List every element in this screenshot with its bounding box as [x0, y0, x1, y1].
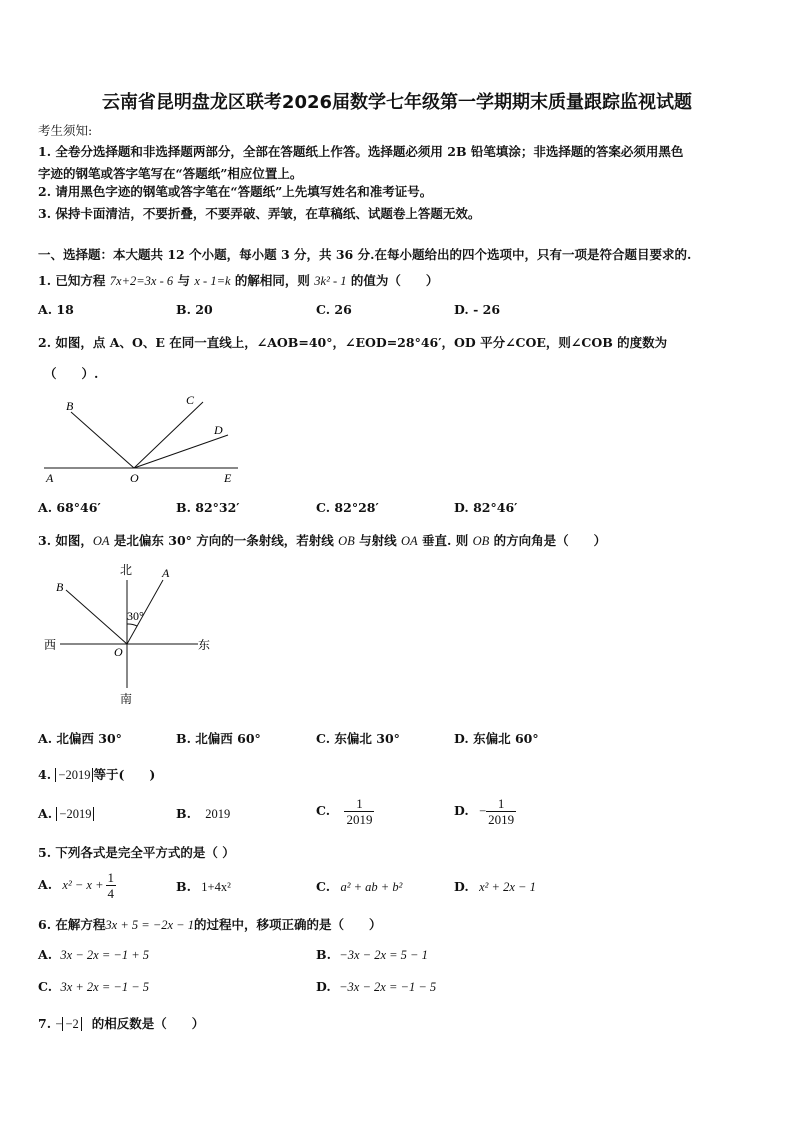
q1-option-a[interactable]: A. 18: [38, 302, 74, 317]
q5-option-a[interactable]: A. x² − x + $\frac{1}{4}$: [38, 870, 115, 901]
q4-abs-expression: −2019: [55, 768, 93, 782]
q1-expression: 3k² - 1: [314, 274, 347, 288]
q5-option-d[interactable]: D. x² + 2x − 1: [454, 879, 536, 894]
label-O: O: [114, 645, 123, 659]
label-east: 东: [198, 638, 211, 652]
question-2-stem: 2. 如图，点 A、O、E 在同一直线上，∠AOB=40°，∠EOD=28°46′，OD 平分∠COE，则∠COB 的度数为: [38, 335, 668, 350]
q4-option-d[interactable]: D. − $\frac{1}{2019}$: [454, 796, 515, 827]
question-4-stem: 4. −2019 等于( ): [38, 767, 156, 782]
q6-equation: 3x + 5 = −2x − 1: [105, 918, 194, 932]
q7-abs-expression: −2: [62, 1017, 81, 1031]
q2-option-c[interactable]: C. 82°28′: [316, 500, 379, 515]
q6-option-d[interactable]: D. −3x − 2x = −1 − 5: [316, 979, 437, 994]
q2-option-d[interactable]: D. 82°46′: [454, 500, 518, 515]
q4-option-a[interactable]: A. −2019: [38, 806, 94, 822]
q4-option-c[interactable]: C. $\frac{1}{2019}$: [316, 796, 373, 827]
label-north: 北: [120, 563, 133, 577]
q1-option-c[interactable]: C. 26: [316, 302, 352, 317]
q5-option-b[interactable]: B. 1+4x²: [176, 879, 231, 894]
notice-item-2: 2. 请用黑色字迹的钢笔或答字笔在“答题纸”上先填写姓名和准考证号。: [38, 184, 433, 199]
q3-option-a[interactable]: A. 北偏西 30°: [38, 731, 122, 746]
question-3-stem: 3. 如图，OA 是北偏东 30° 方向的一条射线，若射线 OB 与射线 OA 垂直. 则 OB 的方向角是（ ）: [38, 533, 607, 548]
label-A: A: [46, 471, 54, 485]
label-E: E: [224, 471, 232, 485]
q2-angle-figure: [38, 390, 248, 486]
label-west: 西: [44, 638, 57, 652]
section-heading: 一、选择题：本大题共 12 个小题，每小题 3 分，共 36 分.在每小题给出的四个选项中，只有一项是符合题目要求的.: [38, 247, 692, 262]
question-6-stem: 6. 在解方程3x + 5 = −2x − 1的过程中，移项正确的是（ ）: [38, 917, 382, 932]
q1-option-d[interactable]: D. - 26: [454, 302, 501, 317]
question-2-stem-cont: （ ）.: [44, 366, 99, 381]
q3-option-d[interactable]: D. 东偏北 60°: [454, 731, 539, 746]
q1-equation-1: 7x+2=3x - 6: [109, 274, 174, 288]
label-south: 南: [120, 692, 133, 706]
notice-item-1: 1. 全卷分选择题和非选择题两部分，全部在答题纸上作答。选择题必须用 2B 铅笔填涂；非选择题的答案必须用黑色: [38, 144, 684, 159]
notice-item-3: 3. 保持卡面清洁，不要折叠，不要弄破、弄皱，在草稿纸、试题卷上答题无效。: [38, 206, 481, 221]
q2-option-b[interactable]: B. 82°32′: [176, 500, 240, 515]
label-O: O: [130, 471, 139, 485]
notice-item-1-cont: 字迹的钢笔或答字笔写在“答题纸”相应位置上。: [38, 166, 303, 181]
q1-option-b[interactable]: B. 20: [176, 302, 213, 317]
q4-option-b[interactable]: B. 2019: [176, 806, 231, 821]
label-A: A: [162, 566, 170, 580]
q6-option-b[interactable]: B. −3x − 2x = 5 − 1: [316, 947, 428, 962]
label-angle: 30°: [127, 609, 144, 623]
label-D: D: [214, 423, 223, 437]
q3-option-b[interactable]: B. 北偏西 60°: [176, 731, 261, 746]
page-title: 云南省昆明盘龙区联考2026届数学七年级第一学期期末质量跟踪监视试题: [101, 92, 693, 113]
question-5-stem: 5. 下列各式是完全平方式的是（ ）: [38, 845, 235, 860]
q1-equation-2: x - 1=k: [194, 274, 231, 288]
q6-option-c[interactable]: C. 3x + 2x = −1 − 5: [38, 979, 150, 994]
q2-option-a[interactable]: A. 68°46′: [38, 500, 101, 515]
notice-heading: 考生须知:: [38, 123, 93, 138]
label-B: B: [66, 399, 74, 413]
q5-option-c[interactable]: C. a² + ab + b²: [316, 879, 403, 894]
label-B: B: [56, 580, 64, 594]
question-7-stem: 7. − −2 的相反数是（ ）: [38, 1016, 205, 1031]
question-1-stem: 1. 已知方程 7x+2=3x - 6 与 x - 1=k 的解相同，则 3k² - 1 的值为（ ）: [38, 273, 439, 288]
q6-option-a[interactable]: A. 3x − 2x = −1 + 5: [38, 947, 150, 962]
q3-direction-figure: [38, 560, 218, 710]
label-C: C: [186, 393, 195, 407]
q3-option-c[interactable]: C. 东偏北 30°: [316, 731, 400, 746]
